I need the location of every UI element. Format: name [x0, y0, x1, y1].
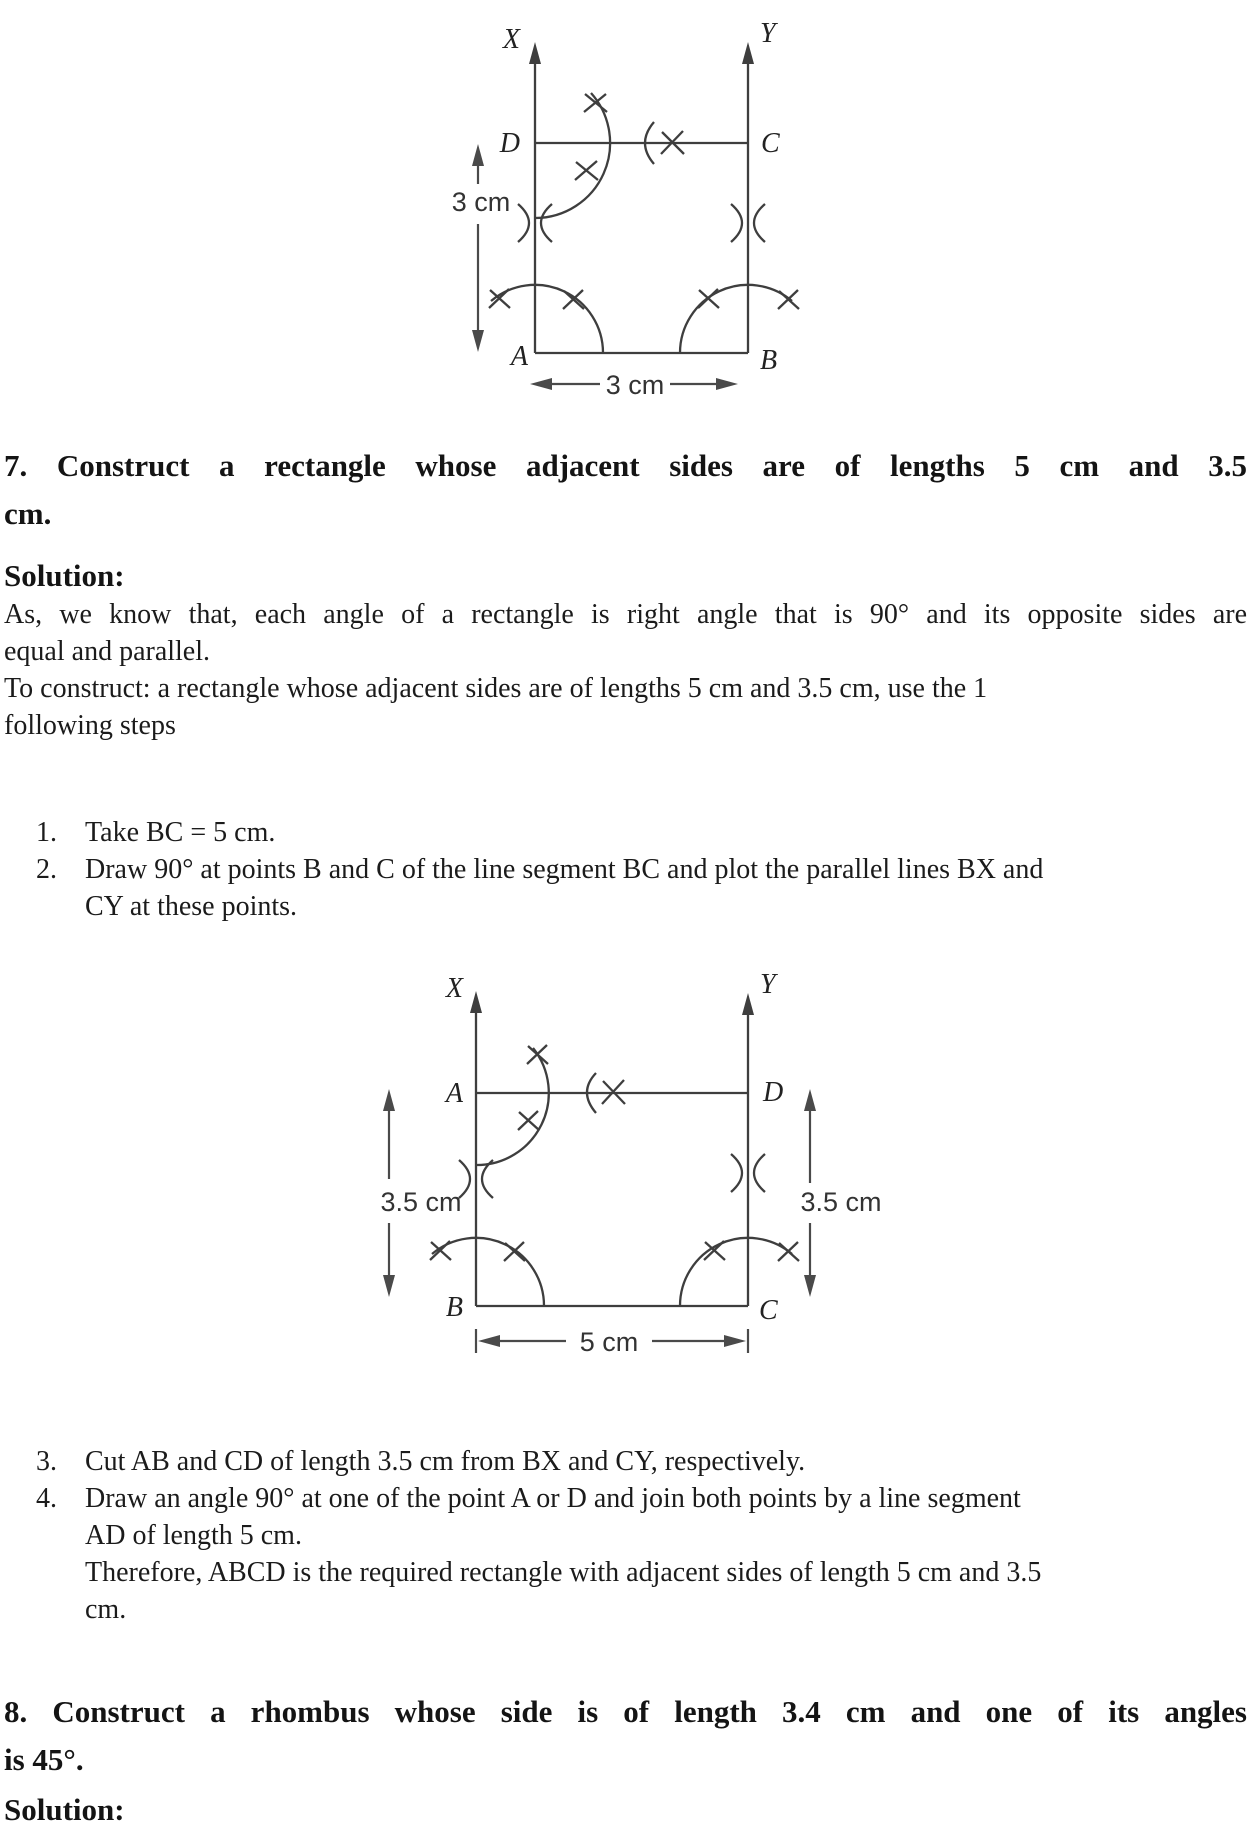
solution-7-label: Solution: [4, 558, 125, 593]
step-4-number: 4. [36, 1483, 57, 1514]
square-edges [535, 143, 748, 353]
paragraph-2-line2: following steps [4, 710, 176, 741]
step-4 [0, 1480, 1251, 1628]
figure1-label-c: C [761, 128, 780, 159]
step-2-text [85, 851, 1251, 925]
vertical-dimension [472, 144, 484, 352]
figure2-label-y: Y [760, 969, 776, 1000]
construction-arc-at-d [535, 93, 610, 218]
dim-arrow-right [724, 1335, 746, 1347]
figure1-label-a: A [510, 341, 528, 372]
solution-8-label: Solution: [4, 1792, 125, 1827]
construction-arc-at-b [680, 285, 799, 353]
solution-7-paragraph-2 [0, 670, 1251, 744]
document-page [0, 8, 1251, 1832]
paragraph-1-line2: equal and parallel. [4, 636, 211, 667]
step-2-number: 2. [36, 854, 57, 885]
question-8-line1: 8. Construct a rhombus whose side is of length 3.4 cm and one of its angles [4, 1694, 1247, 1729]
figure1-label-y: Y [760, 18, 776, 49]
construction-figure-rectangle-5x3_5cm [318, 961, 898, 1373]
figure1-label-b: B [760, 345, 778, 376]
figure1-side-dimension: 3 cm [451, 187, 511, 217]
question-8-heading [0, 1688, 1251, 1784]
steps-3-4 [0, 1443, 1251, 1628]
ray-bx [470, 991, 482, 1306]
figure1-base-dimension: 3 cm [605, 370, 665, 400]
figure2-left-dimension-label: 3.5 cm [380, 1187, 462, 1217]
step-3 [0, 1443, 1251, 1480]
step-3-number: 3. [36, 1446, 57, 1477]
step-2-line2: CY at these points. [85, 891, 298, 922]
step-4-text [85, 1480, 1251, 1628]
question-8-line2: is 45°. [4, 1742, 84, 1777]
dim-arrow-down [383, 1275, 395, 1297]
figure2-base-dimension-label: 5 cm [579, 1327, 639, 1357]
step-4-note-line1: Therefore, ABCD is the required rectangle with adjacent sides of length 5 cm and 3.5 [85, 1557, 1042, 1588]
construction-arc-at-c [680, 1238, 799, 1306]
construction-arc-at-a [489, 285, 603, 353]
question-7-line1: 7. Construct a rectangle whose adjacent sides are of lengths 5 cm and 3.5 [4, 448, 1247, 483]
step-1-number: 1. [36, 817, 57, 848]
dim-arrow-left [478, 1335, 500, 1347]
question-7-line2: cm. [4, 496, 52, 531]
ray-by [742, 42, 754, 353]
construction-figure-square-3cm [368, 8, 878, 408]
step-4-line1: Draw an angle 90° at one of the point A or D and join both points by a line segment [85, 1483, 1021, 1514]
question-7-heading [0, 442, 1251, 538]
dim-arrow-down [472, 330, 484, 352]
dim-arrow-left [530, 378, 552, 390]
ray-cy [742, 993, 754, 1306]
figure1-label-x: X [502, 24, 520, 55]
figure2-geometry [430, 991, 799, 1306]
figure2-label-d: D [763, 1077, 784, 1108]
figure2-label-b: B [445, 1292, 463, 1323]
step-4-line2: AD of length 5 cm. [85, 1520, 302, 1551]
step-1 [0, 814, 1251, 851]
dim-arrow-up [472, 144, 484, 166]
solution-7-paragraph-1 [0, 596, 1251, 670]
step-4-note-line2: cm. [85, 1594, 127, 1625]
step-2-line1: Draw 90° at points B and C of the line segment BC and plot the parallel lines BX and [85, 854, 1044, 885]
arrowhead-x [529, 42, 541, 64]
figure2-label-a: A [445, 1078, 463, 1109]
arrowhead-x [470, 991, 482, 1013]
paragraph-1-line1: As, we know that, each angle of a rectangle is right angle that is 90° and its opposite sides are [4, 599, 1247, 630]
dim-arrow-down [804, 1275, 816, 1297]
dim-arrow-up [804, 1089, 816, 1111]
figure2-label-c: C [759, 1295, 778, 1326]
step-1-text: Take BC = 5 cm. [85, 817, 276, 848]
construction-arc-at-a [476, 1045, 549, 1165]
figure1-geometry [489, 42, 799, 353]
step-3-text: Cut AB and CD of length 3.5 cm from BX and CY, respectively. [85, 1446, 806, 1477]
figure1-label-d: D [499, 128, 520, 159]
dim-arrow-right [716, 378, 738, 390]
step-2 [0, 851, 1251, 925]
arrowhead-y [742, 993, 754, 1015]
ray-ax [529, 42, 541, 353]
steps-1-2 [0, 814, 1251, 925]
rectangle-edges [476, 1093, 748, 1306]
dim-arrow-up [383, 1089, 395, 1111]
arrowhead-y [742, 42, 754, 64]
figure2-label-x: X [445, 973, 463, 1004]
figure2-right-dimension-label: 3.5 cm [800, 1187, 882, 1217]
paragraph-2-line1: To construct: a rectangle whose adjacent sides are of lengths 5 cm and 3.5 cm, use the 1 [4, 673, 988, 704]
